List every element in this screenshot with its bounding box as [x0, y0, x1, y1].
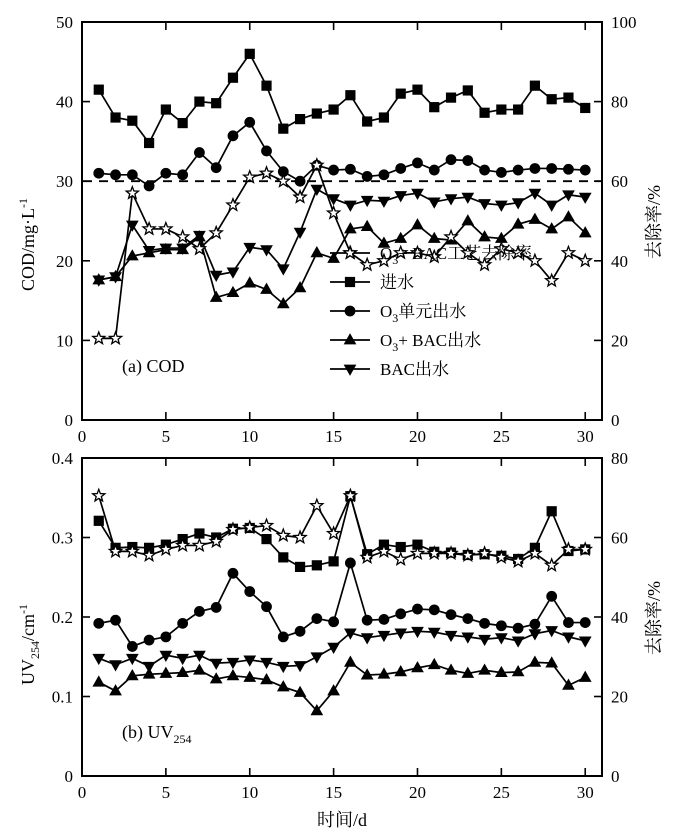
- panel-a-label: (a) COD: [122, 356, 185, 376]
- series-marker-circle: [262, 146, 272, 156]
- series-marker-triangle-down: [311, 653, 322, 663]
- series-marker-star: [294, 531, 306, 543]
- series-marker-circle: [362, 615, 372, 625]
- series-marker-triangle-down: [345, 201, 356, 211]
- y-tick-label-left: 0: [64, 767, 73, 786]
- series-marker-triangle-up: [328, 685, 339, 695]
- x-tick-label: 5: [161, 783, 171, 802]
- series-marker-triangle-up: [479, 664, 490, 674]
- series-marker-circle: [463, 156, 473, 166]
- y-tick-label-right: 40: [611, 251, 628, 271]
- legend-label-2: $O_3$单元出水: [380, 302, 467, 325]
- series-marker-square: [329, 557, 338, 566]
- series-marker-square: [430, 103, 439, 112]
- series-marker-triangle-up: [563, 211, 574, 221]
- series-marker-circle: [480, 618, 490, 628]
- series-marker-square: [128, 116, 137, 125]
- series-marker-star: [109, 332, 121, 344]
- series-marker-triangle-up: [362, 221, 373, 231]
- series-marker-circle: [144, 181, 154, 191]
- series-marker-circle: [513, 165, 523, 175]
- series-marker-triangle-up: [194, 664, 205, 674]
- x-tick-label: 30: [576, 783, 594, 802]
- legend-label-4: BAC出水: [380, 360, 449, 379]
- series-line-circle: [99, 563, 585, 646]
- series-marker-circle: [345, 558, 355, 568]
- series-marker-triangle-down: [278, 662, 289, 672]
- y-tick-label-right: 100: [611, 13, 637, 32]
- series-marker-triangle-up: [295, 282, 306, 292]
- y-tick-label-left: 0.1: [51, 687, 73, 707]
- series-marker-triangle-down: [479, 635, 490, 645]
- series-marker-star: [328, 527, 340, 539]
- series-marker-triangle-up: [529, 214, 540, 224]
- x-tick-label: 25: [492, 427, 510, 446]
- series-marker-square: [564, 93, 573, 102]
- series-marker-triangle-up: [412, 219, 423, 229]
- series-marker-triangle-down: [513, 637, 524, 647]
- legend-label-3: $O_3+$ BAC出水: [380, 331, 482, 354]
- series-marker-circle: [496, 621, 506, 631]
- series-marker-square: [295, 562, 304, 571]
- series-marker-triangle-down: [177, 654, 188, 664]
- legend-marker-triangle-up: [345, 334, 356, 344]
- series-marker-square: [262, 81, 271, 90]
- series-marker-triangle-down: [378, 197, 389, 207]
- series-marker-circle: [429, 165, 439, 175]
- series-marker-circle: [513, 623, 523, 633]
- series-marker-square: [295, 115, 304, 124]
- series-marker-circle: [329, 165, 339, 175]
- series-marker-triangle-down: [278, 265, 289, 275]
- y-tick-label-right: 0: [611, 411, 620, 430]
- x-tick-label: 15: [325, 783, 343, 802]
- series-line-triangle-up: [99, 662, 585, 710]
- series-marker-circle: [312, 614, 322, 624]
- series-marker-star: [562, 246, 574, 258]
- series-marker-circle: [362, 172, 372, 182]
- series-marker-square: [581, 103, 590, 112]
- series-marker-circle: [396, 609, 406, 619]
- series-marker-circle: [496, 168, 506, 178]
- y-tick-label-left: 40: [56, 92, 73, 112]
- series-marker-circle: [211, 163, 221, 173]
- series-marker-circle: [111, 615, 121, 625]
- series-marker-circle: [580, 618, 590, 628]
- series-marker-circle: [161, 632, 171, 642]
- series-marker-square: [178, 118, 187, 127]
- series-marker-circle: [530, 619, 540, 629]
- series-marker-circle: [446, 155, 456, 165]
- series-marker-circle: [295, 626, 305, 636]
- legend-label-1: 进水: [380, 273, 414, 292]
- series-marker-circle: [413, 604, 423, 614]
- series-marker-circle: [278, 632, 288, 642]
- series-marker-circle: [144, 635, 154, 645]
- series-marker-square: [480, 108, 489, 117]
- series-marker-triangle-up: [546, 223, 557, 233]
- series-marker-triangle-up: [580, 672, 591, 682]
- series-marker-triangle-down: [496, 201, 507, 211]
- y-tick-label-left: 0.3: [51, 528, 73, 548]
- x-tick-label: 20: [408, 427, 426, 446]
- series-marker-triangle-down: [144, 662, 155, 672]
- y-tick-label-right: 80: [611, 92, 628, 112]
- y-tick-label-left: 20: [56, 251, 73, 271]
- x-tick-label: 10: [241, 427, 259, 446]
- series-marker-square: [144, 138, 153, 147]
- series-marker-circle: [413, 158, 423, 168]
- series-marker-circle: [564, 618, 574, 628]
- series-marker-star: [93, 332, 105, 344]
- series-marker-square: [547, 507, 556, 516]
- series-marker-square: [363, 117, 372, 126]
- series-marker-square: [195, 97, 204, 106]
- series-marker-star: [160, 223, 172, 235]
- series-marker-triangle-down: [110, 661, 121, 671]
- series-marker-circle: [161, 168, 171, 178]
- series-marker-triangle-down: [580, 193, 591, 203]
- legend-marker-square: [345, 277, 354, 286]
- series-marker-circle: [580, 165, 590, 175]
- y-tick-label-left: 50: [56, 13, 73, 32]
- series-marker-square: [312, 109, 321, 118]
- legend-label-0: $O_3+$ BAC工艺去除率: [380, 244, 533, 267]
- series-marker-star: [579, 254, 591, 266]
- x-tick-label: 10: [241, 783, 259, 802]
- series-marker-square: [279, 553, 288, 562]
- series-marker-square: [329, 105, 338, 114]
- series-marker-square: [228, 73, 237, 82]
- y-tick-label-left: 0.4: [51, 449, 73, 468]
- series-marker-triangle-down: [328, 643, 339, 653]
- series-marker-triangle-down: [546, 201, 557, 211]
- series-marker-circle: [228, 568, 238, 578]
- series-marker-circle: [245, 117, 255, 127]
- series-marker-circle: [127, 642, 137, 652]
- series-marker-triangle-down: [211, 659, 222, 669]
- x-tick-label: 25: [492, 783, 510, 802]
- series-marker-circle: [127, 170, 137, 180]
- series-marker-circle: [178, 170, 188, 180]
- series-marker-square: [413, 85, 422, 94]
- series-marker-circle: [94, 168, 104, 178]
- series-marker-square: [94, 516, 103, 525]
- series-marker-square: [195, 529, 204, 538]
- series-marker-circle: [111, 170, 121, 180]
- x-tick-label: 0: [77, 783, 87, 802]
- series-marker-triangle-up: [227, 287, 238, 297]
- y-axis-title-right-b: 去除率/%: [644, 581, 664, 655]
- series-marker-square: [262, 534, 271, 543]
- series-marker-circle: [262, 602, 272, 612]
- series-marker-triangle-up: [311, 247, 322, 257]
- series-marker-star: [193, 539, 205, 551]
- panel-b-label: (b) $UV_{254}$: [122, 722, 192, 746]
- y-tick-label-right: 20: [611, 331, 628, 351]
- y-axis-title-left-b: $UV_{254}/cm^{-1}$: [16, 604, 42, 685]
- y-tick-label-left: 0: [64, 411, 73, 430]
- series-marker-circle: [379, 170, 389, 180]
- y-tick-label-left: 0.2: [51, 608, 73, 627]
- y-axis-title-right-a: 去除率/%: [644, 185, 664, 259]
- series-marker-triangle-down: [311, 185, 322, 195]
- series-marker-star: [311, 499, 323, 511]
- series-marker-triangle-up: [93, 676, 104, 686]
- y-tick-label-left: 10: [56, 331, 73, 351]
- series-marker-circle: [480, 165, 490, 175]
- series-marker-star: [260, 167, 272, 179]
- series-marker-circle: [329, 617, 339, 627]
- series-marker-square: [446, 93, 455, 102]
- series-marker-triangle-down: [362, 634, 373, 644]
- x-tick-label: 20: [408, 783, 426, 802]
- series-marker-circle: [94, 618, 104, 628]
- series-line-circle: [99, 122, 585, 186]
- series-marker-circle: [295, 176, 305, 186]
- series-marker-triangle-up: [429, 659, 440, 669]
- series-line-square: [99, 54, 585, 143]
- series-marker-triangle-up: [462, 215, 473, 225]
- legend-marker-triangle-down: [345, 365, 356, 375]
- series-marker-circle: [446, 610, 456, 620]
- series-marker-star: [328, 207, 340, 219]
- x-axis-title: 时间/d: [316, 810, 368, 830]
- series-marker-circle: [530, 164, 540, 174]
- series-marker-star: [143, 223, 155, 235]
- series-marker-square: [212, 99, 221, 108]
- series-line-square: [99, 496, 585, 567]
- series-marker-circle: [547, 164, 557, 174]
- series-marker-circle: [345, 164, 355, 174]
- series-marker-circle: [245, 587, 255, 597]
- series-marker-triangle-up: [529, 657, 540, 667]
- series-marker-square: [161, 105, 170, 114]
- series-marker-circle: [396, 164, 406, 174]
- series-marker-circle: [429, 605, 439, 615]
- series-marker-square: [396, 89, 405, 98]
- series-marker-square: [497, 105, 506, 114]
- series-marker-triangle-up: [395, 233, 406, 243]
- series-marker-star: [395, 553, 407, 565]
- series-marker-square: [94, 85, 103, 94]
- x-tick-label: 15: [325, 427, 343, 446]
- series-marker-circle: [564, 164, 574, 174]
- series-marker-triangle-down: [295, 228, 306, 238]
- series-marker-square: [530, 81, 539, 90]
- series-marker-star: [93, 489, 105, 501]
- series-marker-circle: [228, 131, 238, 141]
- legend-marker-circle: [345, 306, 355, 316]
- series-marker-circle: [547, 591, 557, 601]
- y-tick-label-right: 60: [611, 528, 628, 548]
- x-tick-label: 30: [576, 427, 594, 446]
- series-marker-square: [396, 542, 405, 551]
- series-marker-circle: [463, 614, 473, 624]
- x-tick-label: 0: [77, 427, 87, 446]
- series-marker-star: [361, 258, 373, 270]
- series-marker-square: [346, 91, 355, 100]
- series-marker-square: [279, 124, 288, 133]
- y-tick-label-right: 0: [611, 767, 620, 786]
- y-tick-label-right: 40: [611, 608, 628, 627]
- series-marker-star: [227, 199, 239, 211]
- x-tick-label: 5: [161, 427, 171, 446]
- series-marker-square: [514, 105, 523, 114]
- series-marker-circle: [195, 607, 205, 617]
- series-marker-triangle-up: [244, 277, 255, 287]
- series-marker-square: [463, 86, 472, 95]
- series-marker-star: [277, 529, 289, 541]
- series-marker-triangle-up: [429, 233, 440, 243]
- series-marker-triangle-up: [513, 666, 524, 676]
- series-marker-circle: [379, 614, 389, 624]
- series-marker-square: [245, 49, 254, 58]
- series-marker-triangle-down: [580, 637, 591, 647]
- y-tick-label-right: 80: [611, 449, 628, 468]
- y-tick-label-right: 20: [611, 687, 628, 707]
- series-marker-triangle-down: [429, 198, 440, 208]
- series-marker-circle: [178, 618, 188, 628]
- series-marker-triangle-down: [529, 189, 540, 199]
- series-marker-star: [126, 187, 138, 199]
- series-marker-triangle-down: [211, 271, 222, 281]
- y-tick-label-left: 30: [56, 172, 73, 192]
- y-axis-title-left-a: COD/$mg\cdot L^{-1}$: [16, 198, 38, 291]
- series-marker-square: [111, 113, 120, 122]
- series-line-triangle-down: [99, 631, 585, 667]
- series-marker-circle: [195, 148, 205, 158]
- series-marker-square: [547, 95, 556, 104]
- series-marker-square: [379, 113, 388, 122]
- series-marker-triangle-up: [227, 670, 238, 680]
- series-marker-circle: [211, 603, 221, 613]
- y-tick-label-right: 60: [611, 172, 628, 192]
- series-marker-triangle-up: [345, 657, 356, 667]
- series-marker-square: [312, 561, 321, 570]
